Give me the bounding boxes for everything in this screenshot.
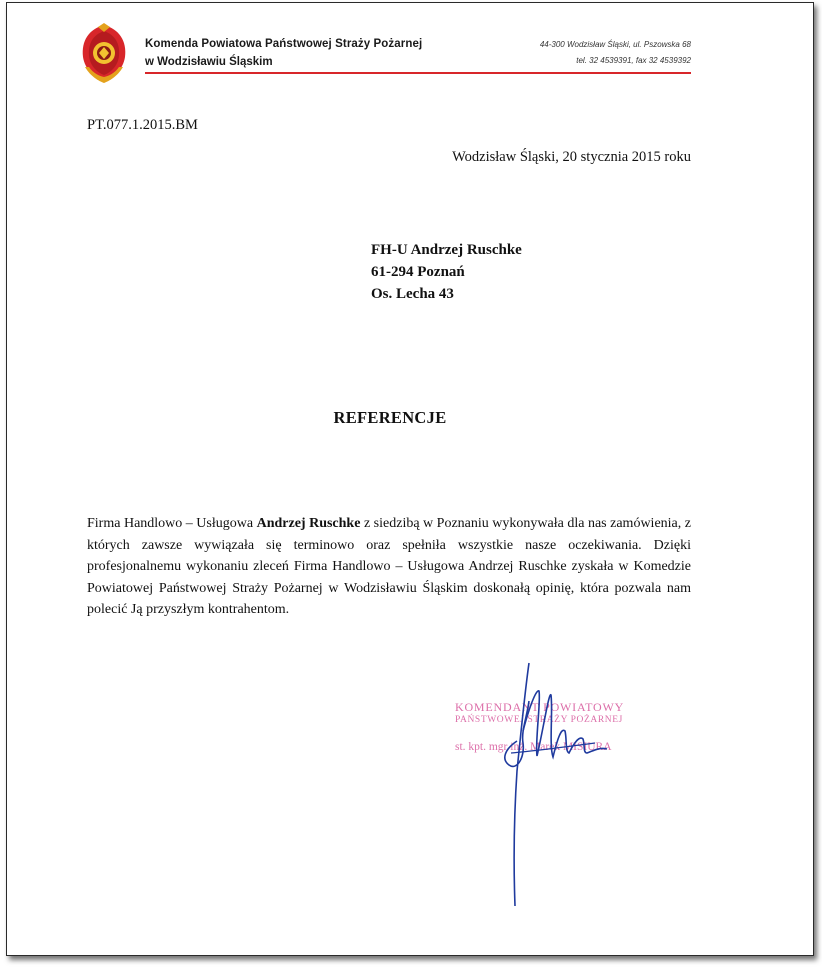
body-text-rest: z siedzibą w Poznaniu wykonywała dla nas zamówienia, z których zawsze wywiązała się terminowo oraz spełniła wszystkie nasze oczekiwania. Dzięki profesjonalnemu wykonaniu zleceń Firma Handlowo – Usługowa Andrzej Ruschke zyskała w Komedzie Powiatowej Państwowej Straży Pożarnej w Wodzisławiu Śląskim doskonałą opinię, która pozwala nam polecić Ją przyszłym kontrahentom.	[87, 516, 691, 617]
organization-address: 44-300 Wodzisław Śląski, ul. Pszowska 68	[539, 40, 691, 49]
organization-city: w Wodzisławiu Śląskim	[145, 56, 273, 68]
body-text-bold: Andrzej Ruschke	[256, 516, 361, 531]
stamp-title: KOMENDANT POWIATOWY	[455, 700, 625, 714]
letter-body	[87, 513, 691, 621]
stamp-subtitle: PAŃSTWOWEJ STRAŻY POŻARNEJ	[455, 715, 623, 725]
recipient-address	[371, 239, 522, 305]
body-text-start: Firma Handlowo – Usługowa	[87, 516, 257, 531]
stamp-signatory: st. kpt. mgr inż. Marek MISIURA	[455, 741, 612, 753]
fire-service-emblem-icon	[77, 23, 131, 85]
handwritten-signature	[495, 661, 615, 911]
header-divider	[145, 72, 691, 74]
document-title: REFERENCJE	[333, 408, 447, 427]
recipient-line: FH-U Andrzej Ruschke	[371, 242, 522, 258]
organization-name: Komenda Powiatowa Państwowej Straży Pożarnej	[145, 38, 423, 50]
recipient-line: Os. Lecha 43	[371, 286, 454, 302]
date-line: Wodzisław Śląski, 20 stycznia 2015 roku	[452, 149, 691, 165]
reference-number: PT.077.1.2015.BM	[87, 117, 198, 133]
organization-contact: tel. 32 4539391, fax 32 4539392	[576, 56, 691, 65]
letter-page	[6, 2, 814, 956]
recipient-line: 61-294 Poznań	[371, 264, 465, 280]
